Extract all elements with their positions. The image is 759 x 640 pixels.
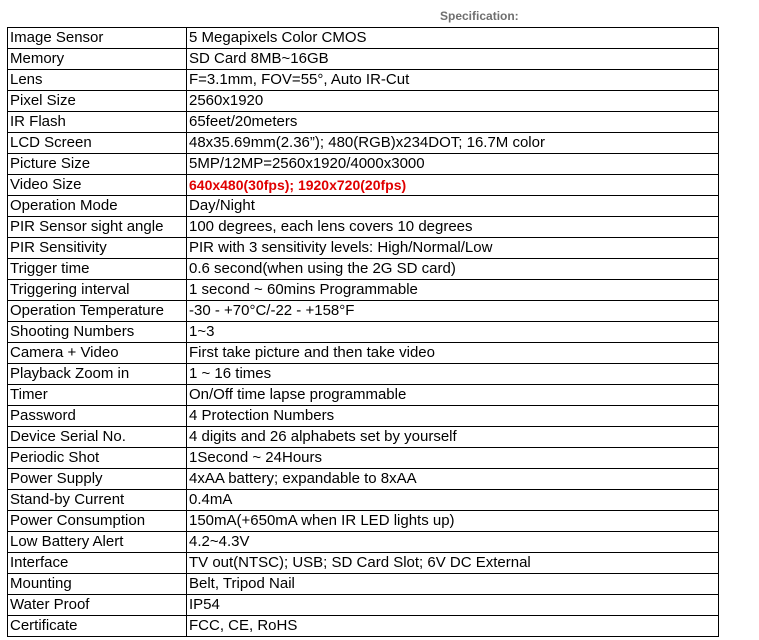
table-row bbox=[8, 406, 719, 427]
spec-label: Shooting Numbers bbox=[8, 322, 187, 343]
spec-value: TV out(NTSC); USB; SD Card Slot; 6V DC External bbox=[187, 553, 719, 574]
spec-value: Day/Night bbox=[187, 196, 719, 217]
spec-label: LCD Screen bbox=[8, 133, 187, 154]
spec-value: 1 second ~ 60mins Programmable bbox=[187, 280, 719, 301]
spec-label: Pixel Size bbox=[8, 91, 187, 112]
spec-label: Interface bbox=[8, 553, 187, 574]
specification-heading: Specification: bbox=[440, 9, 519, 23]
spec-value: 0.4mA bbox=[187, 490, 719, 511]
table-row bbox=[8, 448, 719, 469]
spec-value: 4xAA battery; expandable to 8xAA bbox=[187, 469, 719, 490]
spec-label: Trigger time bbox=[8, 259, 187, 280]
table-row bbox=[8, 574, 719, 595]
spec-label: Lens bbox=[8, 70, 187, 91]
spec-label: Power Supply bbox=[8, 469, 187, 490]
spec-value: PIR with 3 sensitivity levels: High/Normal/Low bbox=[187, 238, 719, 259]
table-row bbox=[8, 91, 719, 112]
table-row bbox=[8, 133, 719, 154]
spec-value: SD Card 8MB~16GB bbox=[187, 49, 719, 70]
table-row bbox=[8, 28, 719, 49]
spec-value: 100 degrees, each lens covers 10 degrees bbox=[187, 217, 719, 238]
table-row bbox=[8, 553, 719, 574]
table-row bbox=[8, 301, 719, 322]
spec-value: IP54 bbox=[187, 595, 719, 616]
spec-value: On/Off time lapse programmable bbox=[187, 385, 719, 406]
spec-value: 4 Protection Numbers bbox=[187, 406, 719, 427]
spec-value: 150mA(+650mA when IR LED lights up) bbox=[187, 511, 719, 532]
table-row bbox=[8, 49, 719, 70]
spec-label: PIR Sensitivity bbox=[8, 238, 187, 259]
spec-value: First take picture and then take video bbox=[187, 343, 719, 364]
table-row bbox=[8, 490, 719, 511]
spec-label: Operation Temperature bbox=[8, 301, 187, 322]
table-row bbox=[8, 427, 719, 448]
spec-label: Water Proof bbox=[8, 595, 187, 616]
spec-label: Triggering interval bbox=[8, 280, 187, 301]
table-row bbox=[8, 511, 719, 532]
spec-value: 1~3 bbox=[187, 322, 719, 343]
spec-value: 0.6 second(when using the 2G SD card) bbox=[187, 259, 719, 280]
table-row bbox=[8, 238, 719, 259]
table-row bbox=[8, 70, 719, 91]
spec-label: Certificate bbox=[8, 616, 187, 637]
spec-value: 48x35.69mm(2.36”); 480(RGB)x234DOT; 16.7M color bbox=[187, 133, 719, 154]
spec-value: 5MP/12MP=2560x1920/4000x3000 bbox=[187, 154, 719, 175]
spec-value: 4 digits and 26 alphabets set by yourself bbox=[187, 427, 719, 448]
spec-label: Low Battery Alert bbox=[8, 532, 187, 553]
table-row bbox=[8, 343, 719, 364]
table-row bbox=[8, 469, 719, 490]
spec-label: Timer bbox=[8, 385, 187, 406]
spec-label: Password bbox=[8, 406, 187, 427]
spec-value: 1Second ~ 24Hours bbox=[187, 448, 719, 469]
table-row bbox=[8, 595, 719, 616]
spec-value: Belt, Tripod Nail bbox=[187, 574, 719, 595]
table-row bbox=[8, 112, 719, 133]
spec-label: Camera + Video bbox=[8, 343, 187, 364]
spec-table-body bbox=[8, 28, 719, 637]
spec-value: 5 Megapixels Color CMOS bbox=[187, 28, 719, 49]
spec-value: 640x480(30fps); 1920x720(20fps) bbox=[187, 175, 719, 196]
spec-value: 2560x1920 bbox=[187, 91, 719, 112]
spec-value: 65feet/20meters bbox=[187, 112, 719, 133]
table-row bbox=[8, 280, 719, 301]
spec-label: Video Size bbox=[8, 175, 187, 196]
spec-label: Stand-by Current bbox=[8, 490, 187, 511]
table-row bbox=[8, 616, 719, 637]
spec-label: Operation Mode bbox=[8, 196, 187, 217]
table-row bbox=[8, 175, 719, 196]
spec-label: Device Serial No. bbox=[8, 427, 187, 448]
spec-label: Power Consumption bbox=[8, 511, 187, 532]
spec-value: -30 - +70°C/-22 - +158°F bbox=[187, 301, 719, 322]
spec-value: F=3.1mm, FOV=55°, Auto IR-Cut bbox=[187, 70, 719, 91]
spec-label: Image Sensor bbox=[8, 28, 187, 49]
spec-table bbox=[7, 27, 719, 637]
spec-value: FCC, CE, RoHS bbox=[187, 616, 719, 637]
spec-label: Periodic Shot bbox=[8, 448, 187, 469]
spec-label: Memory bbox=[8, 49, 187, 70]
table-row bbox=[8, 385, 719, 406]
table-row bbox=[8, 217, 719, 238]
table-row bbox=[8, 532, 719, 553]
spec-label: Picture Size bbox=[8, 154, 187, 175]
spec-label: PIR Sensor sight angle bbox=[8, 217, 187, 238]
table-row bbox=[8, 154, 719, 175]
table-row bbox=[8, 322, 719, 343]
spec-label: Mounting bbox=[8, 574, 187, 595]
table-row bbox=[8, 196, 719, 217]
spec-value: 1 ~ 16 times bbox=[187, 364, 719, 385]
spec-label: Playback Zoom in bbox=[8, 364, 187, 385]
spec-label: IR Flash bbox=[8, 112, 187, 133]
table-row bbox=[8, 364, 719, 385]
table-row bbox=[8, 259, 719, 280]
spec-value: 4.2~4.3V bbox=[187, 532, 719, 553]
